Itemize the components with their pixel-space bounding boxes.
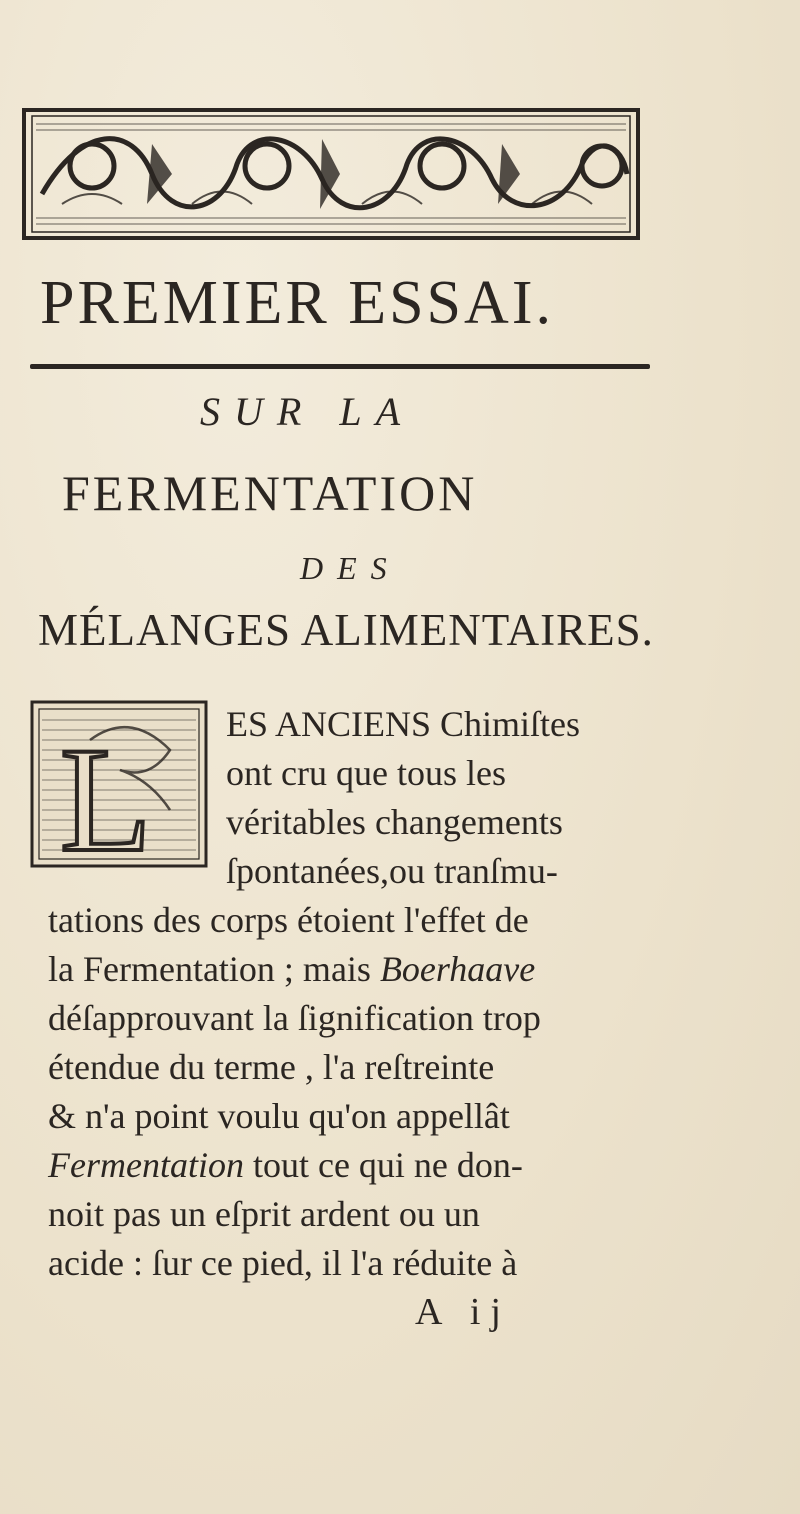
text-line: tations des corps étoient l'effet de [48, 900, 529, 940]
subtitle-fermentation: FERMENTATION [62, 465, 478, 521]
italic-term-fermentation: Fermentation [48, 1145, 244, 1185]
text-fragment: tout ce qui ne don- [252, 1145, 523, 1185]
subtitle-melanges: MÉLANGES ALIMENTAIRES. [38, 605, 654, 655]
text-line-fermentation [48, 1141, 668, 1190]
ornamental-headpiece [22, 104, 642, 244]
text-line: étendue du terme , l'a reſtreinte [48, 1047, 495, 1087]
text-line: déſapprouvant la ſignification trop [48, 998, 541, 1038]
text-line-boerhaave [48, 945, 668, 994]
text-line: acide : ſur ce pied, il l'a réduite à [48, 1243, 518, 1283]
text-line: & n'a point voulu qu'on appellât [48, 1096, 510, 1136]
subtitle-sur-la: SUR LA [200, 389, 414, 434]
text-line: ſpontanées,ou tranſmu- [226, 851, 558, 891]
text-line: ES ANCIENS Chimiſtes [226, 704, 581, 744]
text-fragment: la Fermentation ; mais [48, 949, 371, 989]
title-divider [30, 364, 650, 369]
page-title: PREMIER ESSAI. [40, 269, 554, 337]
body-paragraph [48, 700, 668, 1288]
text-line: noit pas un eſprit ardent ou un [48, 1194, 480, 1234]
text-line: véritables changements [226, 802, 563, 842]
drop-cap-letter: L [60, 717, 152, 868]
italic-name-boerhaave: Boerhaave [379, 949, 536, 989]
subtitle-des: DES [300, 550, 401, 586]
signature-mark: A ij [415, 1291, 511, 1333]
text-line: ont cru que tous les [226, 753, 506, 793]
